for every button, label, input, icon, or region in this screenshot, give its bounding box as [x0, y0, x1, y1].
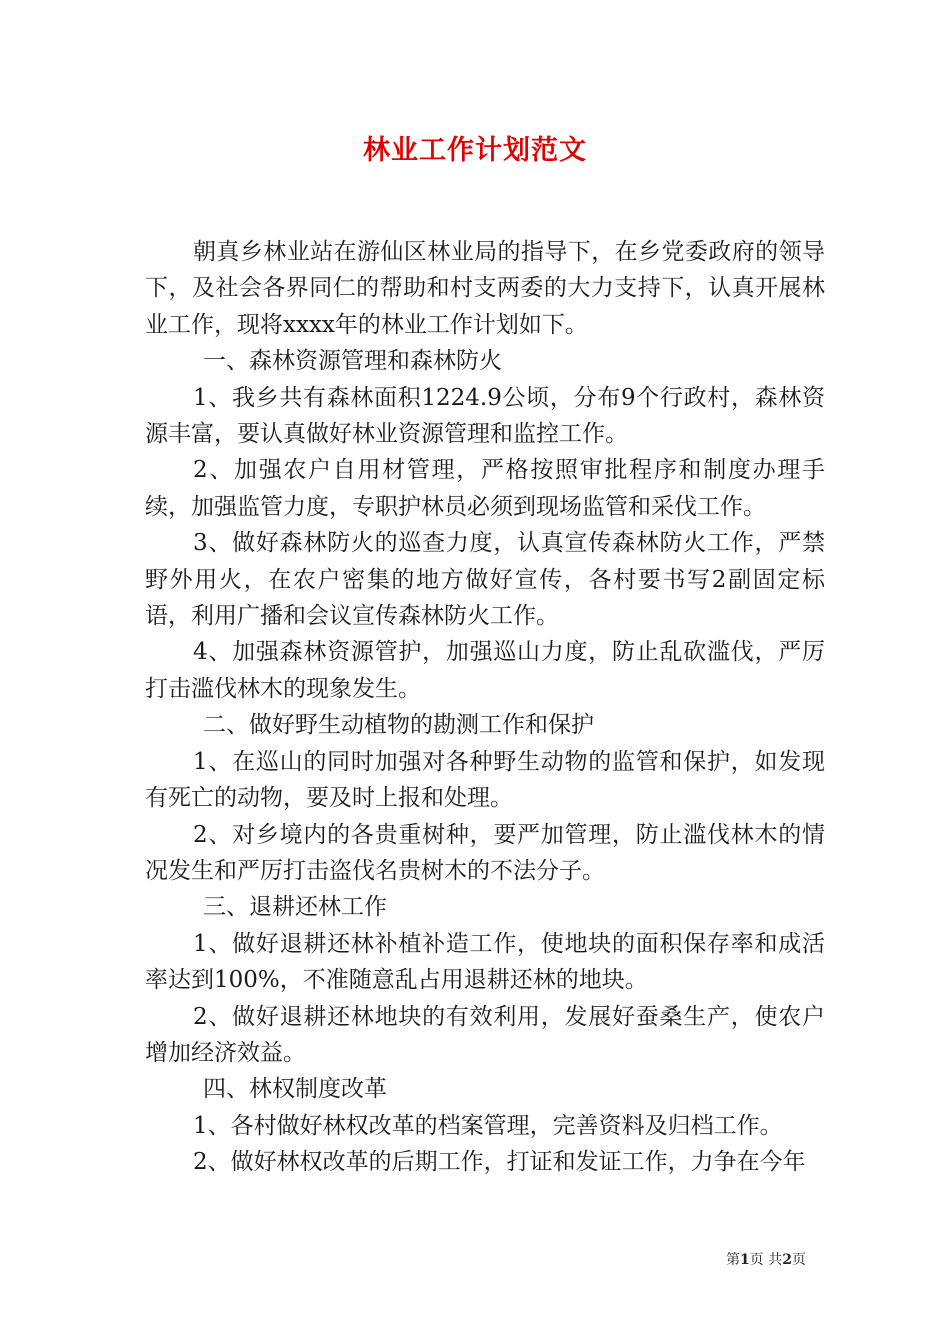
- footer-suffix: 页: [792, 1252, 806, 1268]
- section-heading: 四、林权制度改革: [203, 1076, 387, 1103]
- paragraph: 1、我乡共有森林面积1224.9公顷，分布9个行政村，森林资源丰富，要认真做好林业资源管理和监控工作。: [145, 384, 825, 448]
- section-heading: 二、做好野生动植物的勘测工作和保护: [203, 712, 594, 739]
- paragraph: 1、做好退耕还林补植补造工作，使地块的面积保存率和成活率达到100%，不准随意乱占用退耕还林的地块。: [145, 930, 825, 994]
- paragraph: 朝真乡林业站在游仙区林业局的指导下，在乡党委政府的领导下，及社会各界同仁的帮助和村支两委的大力支持下，认真开展林业工作，现将xxxx年的林业工作计划如下。: [145, 239, 825, 338]
- paragraph: 2、做好林权改革的后期工作，打证和发证工作，力争在今年: [193, 1149, 806, 1176]
- section-heading: 一、森林资源管理和森林防火: [203, 348, 502, 375]
- footer-total-pages: 2: [782, 1252, 792, 1268]
- paragraph: 2、加强农户自用材管理，严格按照审批程序和制度办理手续，加强监管力度，专职护林员必须到现场监管和采伐工作。: [145, 457, 825, 520]
- page-footer: [726, 1249, 806, 1269]
- paragraph: 4、加强森林资源管护，加强巡山力度，防止乱砍滥伐，严厉打击滥伐林木的现象发生。: [145, 639, 825, 702]
- footer-current-page: 1: [740, 1252, 750, 1268]
- paragraph: 2、对乡境内的各贵重树种，要严加管理，防止滥伐林木的情况发生和严厉打击盗伐名贵树木的不法分子。: [145, 821, 825, 884]
- document-body: [145, 234, 825, 1181]
- paragraph: 3、做好森林防火的巡查力度，认真宣传森林防火工作，严禁野外用火，在农户密集的地方做好宣传，各村要书写2副固定标语，利用广播和会议宣传森林防火工作。: [145, 530, 825, 630]
- paragraph: 1、在巡山的同时加强对各种野生动物的监管和保护，如发现有死亡的动物，要及时上报和处理。: [145, 748, 825, 812]
- footer-middle: 页 共: [749, 1252, 783, 1268]
- paragraph: 1、各村做好林权改革的档案管理，完善资料及归档工作。: [193, 1112, 783, 1139]
- document-title: 林业工作计划范文: [363, 135, 587, 166]
- section-heading: 三、退耕还林工作: [203, 894, 387, 921]
- footer-prefix: 第: [726, 1252, 741, 1268]
- paragraph: 2、做好退耕还林地块的有效利用，发展好蚕桑生产，使农户增加经济效益。: [145, 1003, 825, 1066]
